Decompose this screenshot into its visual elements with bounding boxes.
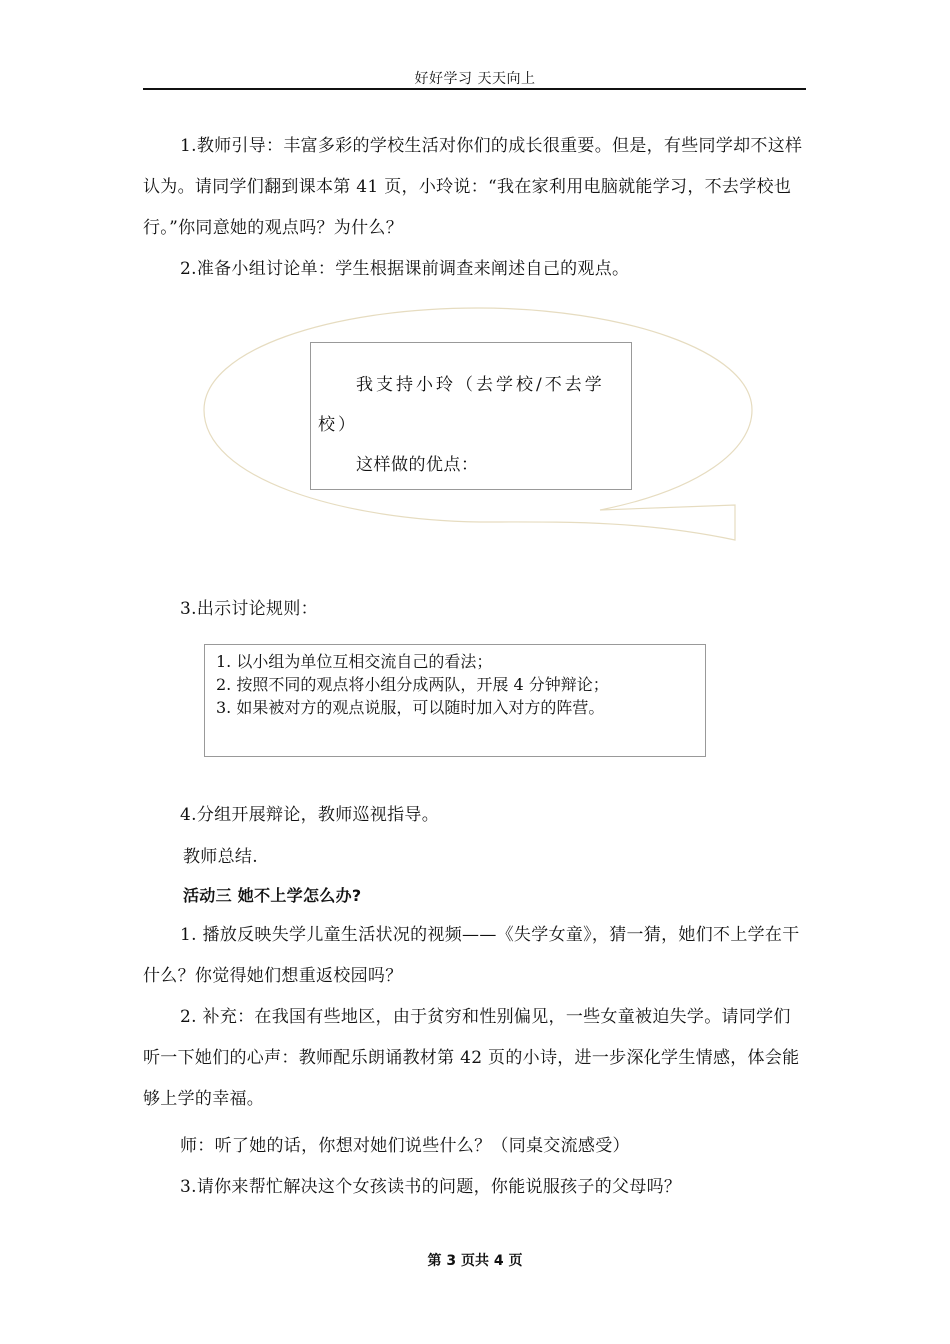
activity3-teacher: 师：听了她的话，你想对她们说些什么？（同桌交流感受） xyxy=(180,1136,630,1156)
rule-item: 2. 按照不同的观点将小组分成两队，开展 4 分钟辩论； xyxy=(216,675,609,694)
activity3-item2: 2. 补充：在我国有些地区，由于贫穷和性别偏见，一些女童被迫失学。请同学们听一下她们的心声：教师配乐朗诵教材第 42 页的小诗，进一步深化学生情感，体会能够上学的幸福。 xyxy=(143,1007,800,1109)
rule-item: 1. 以小组为单位互相交流自己的看法； xyxy=(216,652,493,671)
discussion-card-line2: 校） xyxy=(318,415,358,435)
page-footer: 第 3 页共 4 页 xyxy=(427,1253,523,1269)
activity3-item1: 1. 播放反映失学儿童生活状况的视频——《失学女童》，猜一猜，她们不上学在干什么？你觉得她们想重返校园吗？ xyxy=(143,925,800,986)
paragraph-debate: 4.分组开展辩论，教师巡视指导。 xyxy=(180,805,440,825)
paragraph-discussion-sheet: 2.准备小组讨论单：学生根据课前调查来阐述自己的观点。 xyxy=(180,259,630,279)
page-header: 好好学习 天天向上 xyxy=(414,71,536,87)
discussion-card-line3: 这样做的优点： xyxy=(356,455,479,475)
rules-list xyxy=(216,650,609,719)
paragraph-teacher-guide: 1.教师引导：丰富多彩的学校生活对你们的成长很重要。但是，有些同学却不这样认为。请同学们翻到课本第 41 页，小玲说：“我在家利用电脑就能学习，不去学校也行。”你同意她的观点吗？为什么？ xyxy=(143,136,803,238)
paragraph-summary: 教师总结. xyxy=(183,847,258,867)
speech-bubble-shape xyxy=(0,0,950,600)
rule-item: 3. 如果被对方的观点说服，可以随时加入对方的阵营。 xyxy=(216,698,605,717)
activity3-title: 活动三 她不上学怎么办? xyxy=(183,886,362,905)
activity3-item3: 3.请你来帮忙解决这个女孩读书的问题，你能说服孩子的父母吗？ xyxy=(180,1177,682,1197)
discussion-card-line1: 我支持小玲（去学校/不去学 xyxy=(356,375,605,395)
discussion-card-text xyxy=(318,365,630,485)
rules-heading: 3.出示讨论规则： xyxy=(180,599,318,619)
